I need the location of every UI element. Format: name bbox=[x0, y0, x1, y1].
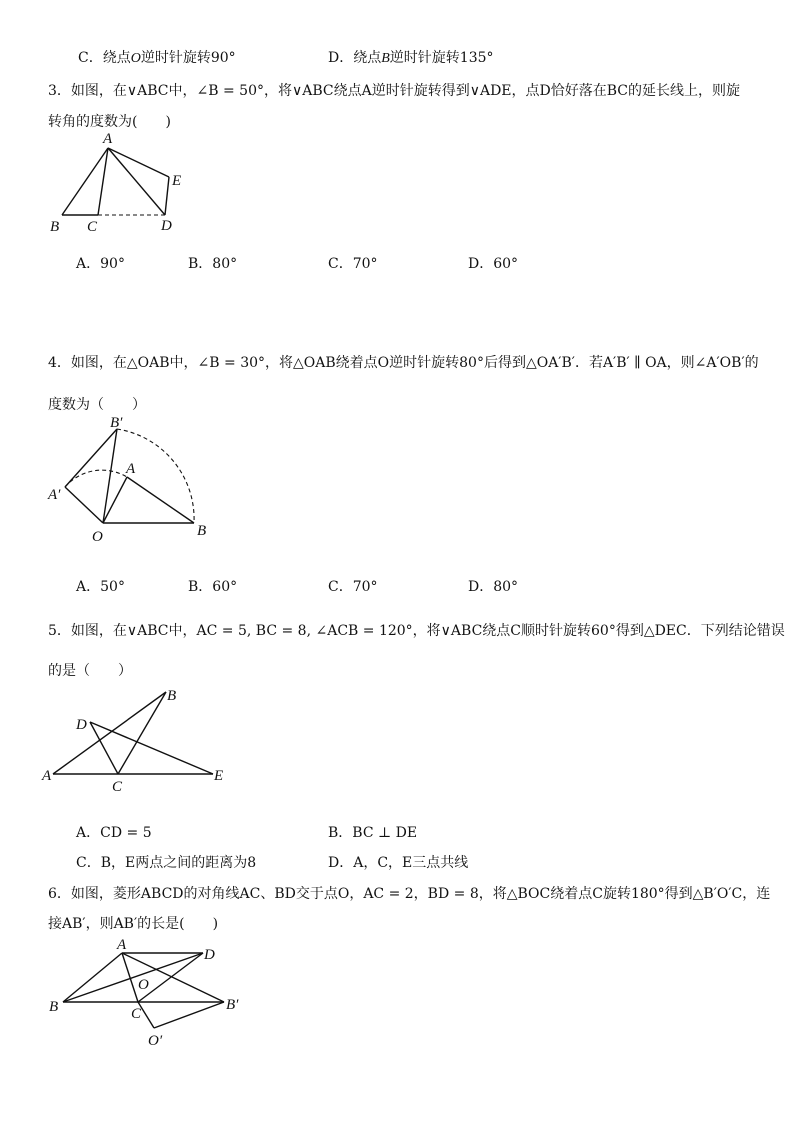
rotation-arc-a bbox=[65, 470, 127, 487]
diagonal-ac bbox=[122, 953, 138, 1002]
q6-stem-line2: 接AB′，则AB′的长是( ) bbox=[48, 916, 219, 932]
option-label: C． bbox=[76, 855, 101, 871]
vertex-label-b-prime: B′ bbox=[110, 415, 123, 431]
q6-stem-line1: 6．如图，菱形ABCD的对角线AC、BD交于点O，AC = 2，BD = 8，将△BOC绕着点C旋转180°得到△B′O′C，连 bbox=[48, 886, 771, 902]
vertex-label-a: A bbox=[117, 937, 127, 953]
segment-o-prime-b-prime bbox=[154, 1002, 224, 1028]
segment-ed bbox=[165, 177, 169, 215]
q5-stem-line1: 5．如图，在∨ABC中，AC = 5, BC = 8, ∠ACB = 120°，将∨ABC绕点C顺时针旋转60°得到△DEC．下列结论错误 bbox=[48, 623, 785, 639]
q4-option-b[interactable] bbox=[188, 579, 237, 595]
angle-value: 135° bbox=[459, 50, 494, 66]
vertex-label-b-prime: B′ bbox=[226, 997, 239, 1013]
q4-option-d[interactable] bbox=[468, 579, 518, 595]
q5-stem-line2: 的是（ ） bbox=[48, 663, 132, 679]
segment-de bbox=[90, 722, 213, 774]
option-text: 逆时针旋转 bbox=[140, 50, 211, 66]
option-label: A． bbox=[76, 256, 101, 272]
vertex-label-c: C bbox=[131, 1006, 142, 1022]
option-text: B，E两点之间的距离为8 bbox=[100, 855, 257, 871]
option-text: 90° bbox=[100, 256, 125, 272]
option-label: D． bbox=[468, 579, 494, 595]
q3-option-b[interactable] bbox=[188, 256, 237, 272]
vertex-label-a-prime: A′ bbox=[48, 487, 61, 503]
q5-option-b[interactable] bbox=[328, 825, 417, 841]
option-text: A，C，E三点共线 bbox=[353, 855, 469, 871]
option-text: 70° bbox=[352, 256, 378, 272]
segment-bc bbox=[118, 692, 166, 774]
vertex-label-b: B bbox=[197, 523, 207, 539]
vertex-label-e: E bbox=[172, 173, 182, 189]
point-label: O bbox=[130, 51, 141, 66]
option-text: 60° bbox=[493, 256, 519, 272]
vertex-label-a: A bbox=[103, 131, 113, 147]
segment-ae bbox=[108, 148, 169, 177]
option-text: CD = 5 bbox=[100, 825, 152, 841]
vertex-label-d: D bbox=[161, 218, 172, 234]
option-label: B． bbox=[188, 256, 213, 272]
option-label: A． bbox=[76, 825, 101, 841]
option-label: A． bbox=[76, 579, 101, 595]
vertex-label-b: B bbox=[49, 999, 59, 1015]
q3-option-d[interactable] bbox=[468, 256, 518, 272]
segment-ab bbox=[63, 953, 122, 1002]
option-label: C． bbox=[328, 256, 353, 272]
option-label: D． bbox=[328, 855, 354, 871]
option-label: B． bbox=[328, 825, 353, 841]
option-text: 逆时针旋转 bbox=[389, 50, 460, 66]
q5-option-d[interactable] bbox=[328, 855, 468, 871]
option-text: 50° bbox=[100, 579, 125, 595]
option-text: 绕点 bbox=[353, 50, 382, 66]
q6-figure bbox=[40, 935, 250, 1055]
q4-option-c[interactable] bbox=[328, 579, 378, 595]
vertex-label-o-prime: O′ bbox=[148, 1033, 163, 1049]
q5-option-a[interactable] bbox=[76, 825, 152, 841]
option-label: C． bbox=[328, 579, 353, 595]
vertex-label-b: B bbox=[50, 219, 60, 235]
option-text: 60° bbox=[212, 579, 238, 595]
q5-option-c[interactable] bbox=[76, 855, 256, 871]
q2-option-d[interactable] bbox=[328, 50, 494, 67]
option-text: 70° bbox=[352, 579, 378, 595]
option-label: B． bbox=[188, 579, 213, 595]
segment-ac bbox=[98, 148, 108, 215]
q4-figure bbox=[40, 415, 220, 545]
segment-ab bbox=[62, 148, 108, 215]
segment-ab bbox=[53, 692, 166, 774]
vertex-label-e: E bbox=[214, 768, 224, 784]
q3-stem-line2: 转角的度数为( ) bbox=[48, 114, 171, 130]
segment-ab bbox=[127, 477, 194, 523]
option-text: 绕点 bbox=[102, 50, 131, 66]
q3-option-a[interactable] bbox=[76, 256, 125, 272]
q4-option-a[interactable] bbox=[76, 579, 125, 595]
vertex-label-c: C bbox=[112, 779, 123, 795]
q3-stem-line1: 3．如图，在∨ABC中，∠B = 50°，将∨ABC绕点A逆时针旋转得到∨ADE，点D恰好落在BC的延长线上，则旋 bbox=[48, 83, 740, 99]
vertex-label-d: D bbox=[204, 947, 215, 963]
vertex-label-a: A bbox=[42, 768, 52, 784]
point-label: B bbox=[381, 51, 390, 66]
q4-stem-line1: 4．如图，在△OAB中，∠B = 30°，将△OAB绕着点O逆时针旋转80°后得到△OA′B′．若A′B′ ∥ OA，则∠A′OB′的 bbox=[48, 355, 759, 371]
vertex-label-a: A bbox=[126, 461, 136, 477]
q3-figure bbox=[40, 130, 210, 240]
option-label: D． bbox=[468, 256, 494, 272]
q4-stem-line2: 度数为（ ） bbox=[48, 397, 146, 413]
vertex-label-b: B bbox=[167, 688, 177, 704]
angle-value: 90° bbox=[210, 50, 236, 66]
diagonal-bd bbox=[63, 953, 203, 1002]
q2-option-c[interactable] bbox=[78, 50, 236, 67]
q3-option-c[interactable] bbox=[328, 256, 378, 272]
option-label: D． bbox=[328, 50, 354, 66]
segment-o-a-prime bbox=[65, 487, 103, 523]
vertex-label-o: O bbox=[92, 529, 103, 545]
vertex-label-c: C bbox=[87, 219, 98, 235]
option-text: 80° bbox=[493, 579, 519, 595]
option-text: 80° bbox=[212, 256, 238, 272]
segment-ad bbox=[108, 148, 165, 215]
option-label: C． bbox=[78, 50, 103, 66]
q5-figure bbox=[40, 680, 240, 800]
vertex-label-o: O bbox=[138, 977, 149, 993]
option-text: BC ⊥ DE bbox=[352, 825, 418, 841]
vertex-label-d: D bbox=[76, 717, 87, 733]
